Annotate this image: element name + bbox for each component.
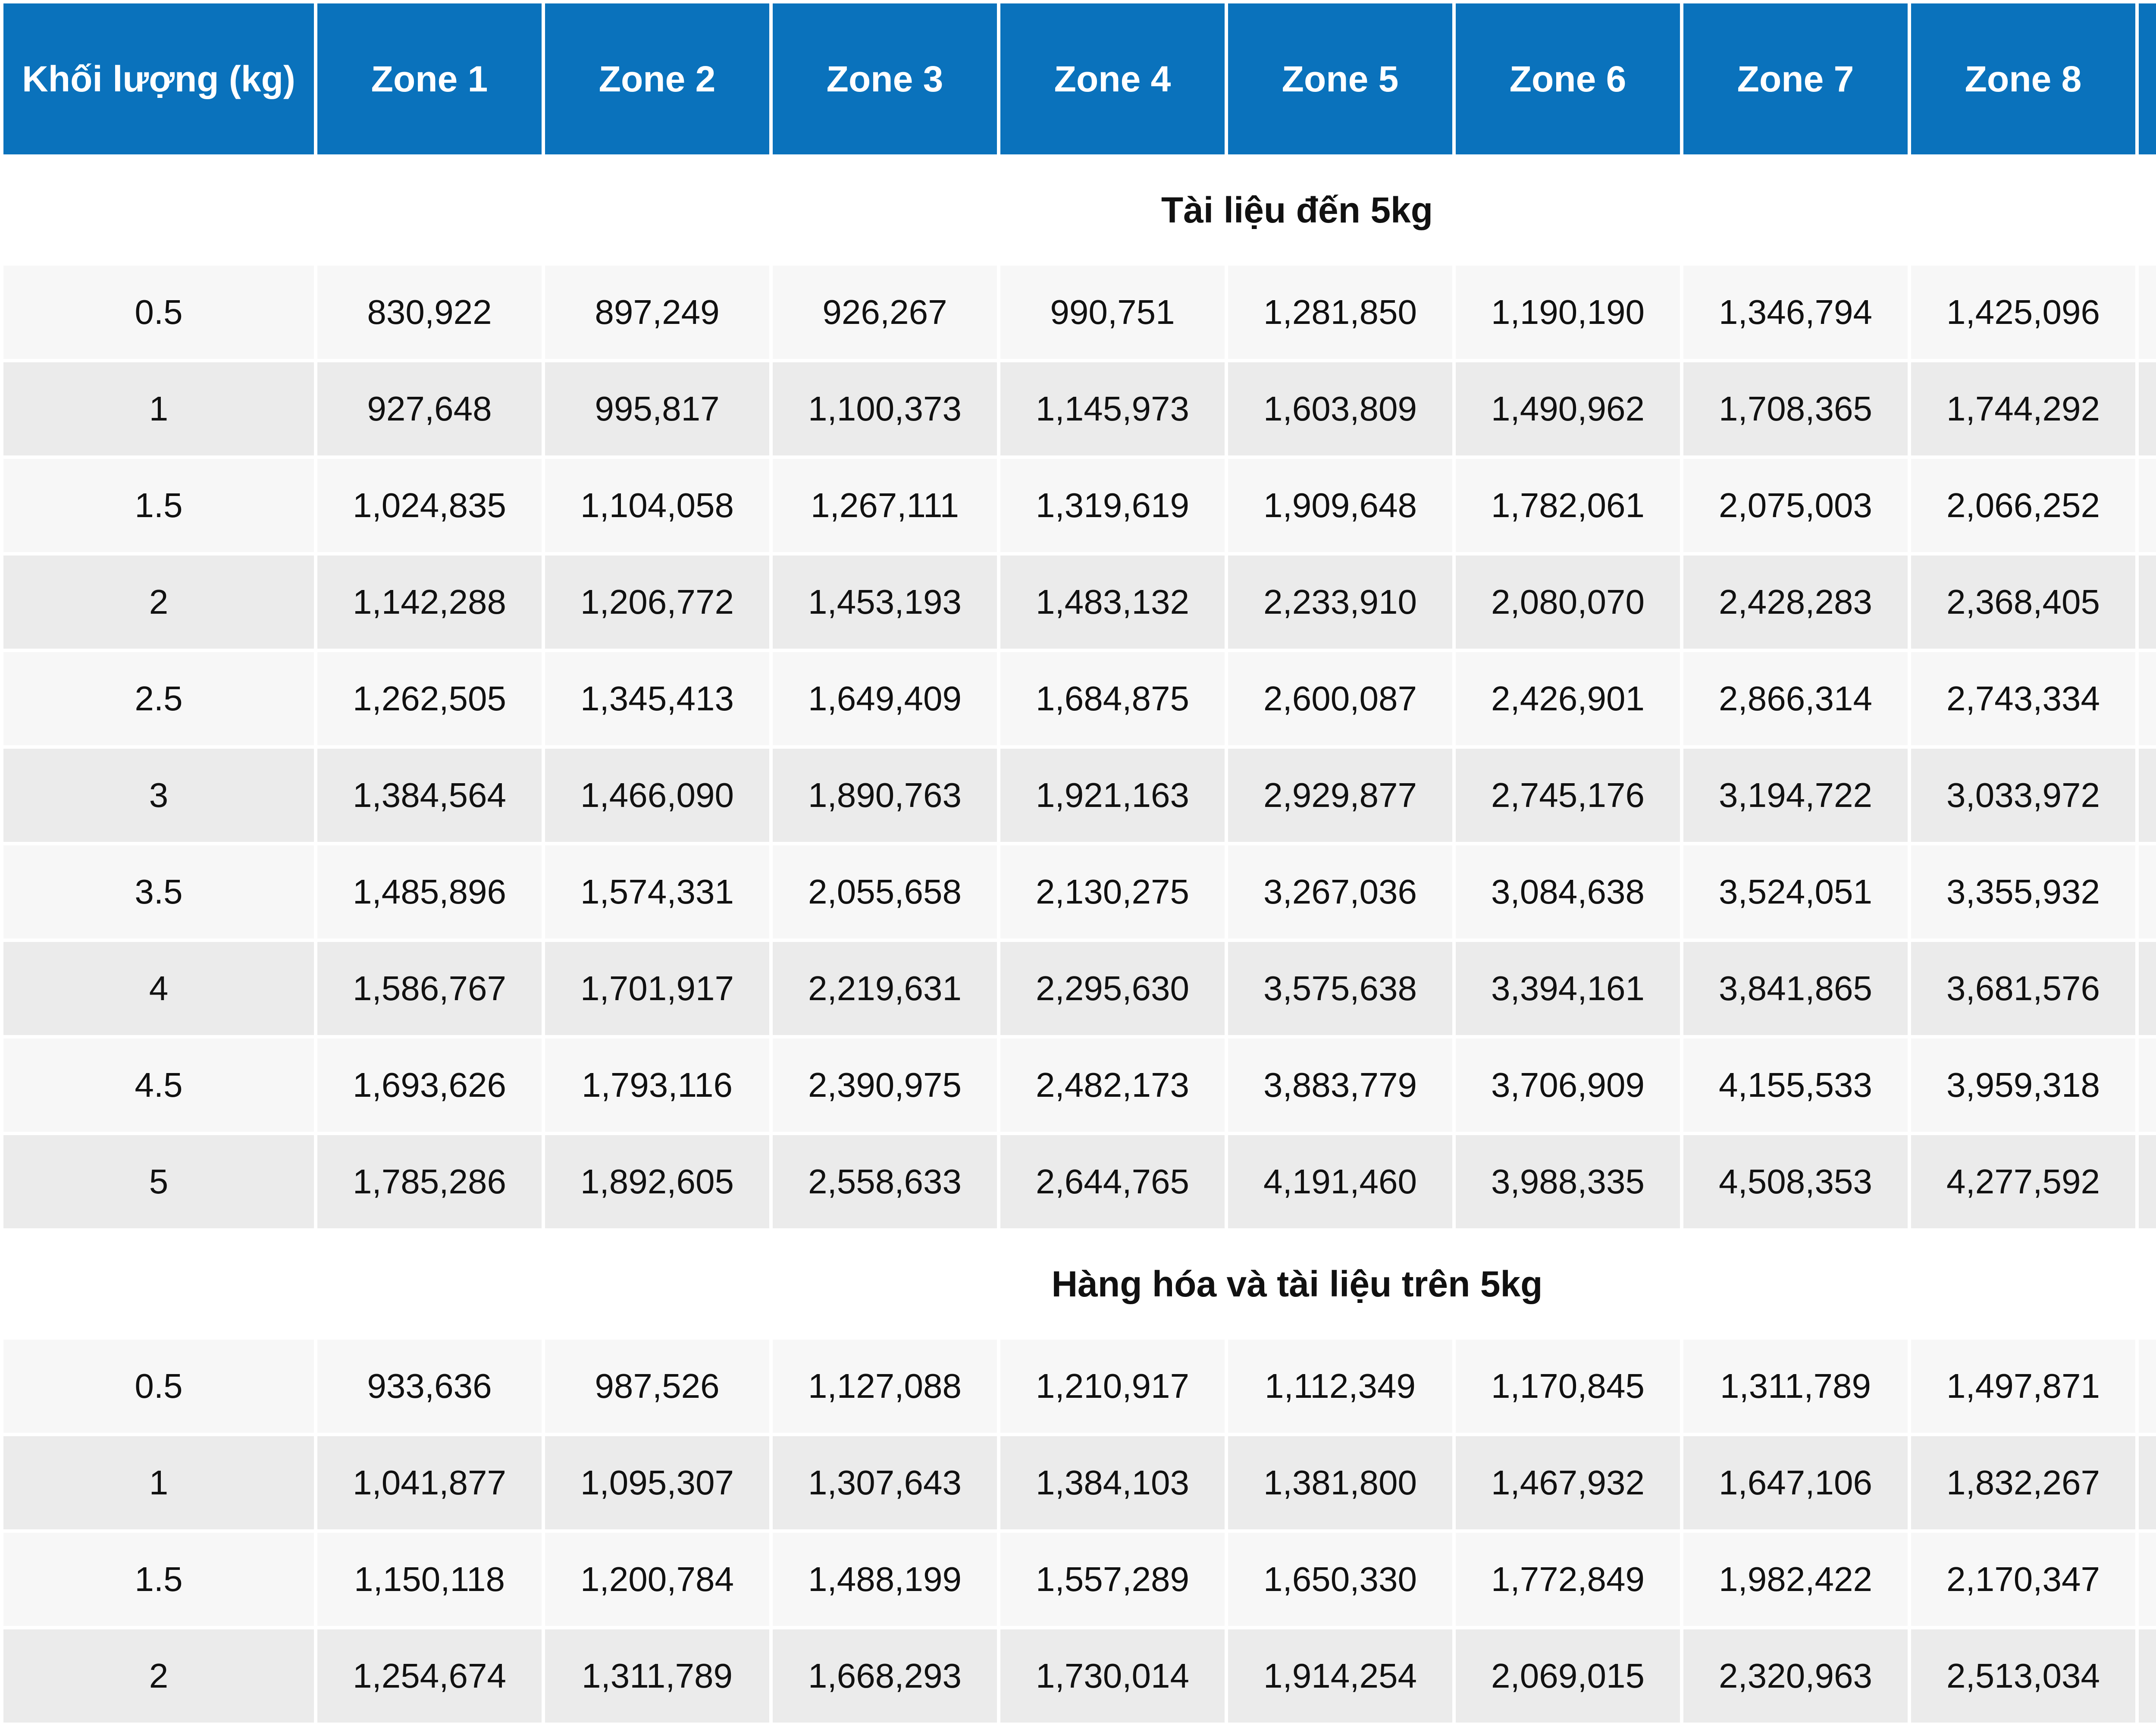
table-row [3,1436,2156,1529]
price-cell-zone-9 [2139,266,2156,359]
table-row [3,652,2156,745]
price-cell-zone-2: 1,095,307 [545,1436,769,1529]
price-cell-zone-8: 2,513,034 [1911,1629,2135,1723]
price-cell-zone-3: 1,488,199 [773,1533,997,1626]
price-cell-zone-3: 926,267 [773,266,997,359]
price-cell-zone-6: 1,170,845 [1456,1340,1680,1433]
section-title-row [3,158,2156,262]
price-cell-zone-1: 1,485,896 [317,845,542,938]
price-cell-zone-5: 1,909,648 [1228,459,1452,552]
table-row [3,1039,2156,1132]
price-cell-zone-4: 1,210,917 [1000,1340,1225,1433]
weight-cell: 2.5 [3,652,314,745]
price-cell-zone-5: 1,281,850 [1228,266,1452,359]
weight-cell: 0.5 [3,1340,314,1433]
price-cell-zone-5: 1,112,349 [1228,1340,1452,1433]
price-cell-zone-8: 3,959,318 [1911,1039,2135,1132]
table-row [3,1135,2156,1228]
price-cell-zone-9 [2139,845,2156,938]
price-cell-zone-3: 1,453,193 [773,555,997,649]
price-cell-zone-8: 3,355,932 [1911,845,2135,938]
price-cell-zone-6: 3,706,909 [1456,1039,1680,1132]
zone-header-9 [2139,3,2156,154]
price-cell-zone-9 [2139,652,2156,745]
weight-cell: 0.5 [3,266,314,359]
weight-cell: 2 [3,1629,314,1723]
price-cell-zone-4: 2,130,275 [1000,845,1225,938]
zone-header-7: Zone 7 [1683,3,1908,154]
price-cell-zone-6: 2,745,176 [1456,749,1680,842]
price-cell-zone-7: 4,508,353 [1683,1135,1908,1228]
price-cell-zone-7: 3,841,865 [1683,942,1908,1035]
price-cell-zone-6: 2,069,015 [1456,1629,1680,1723]
price-cell-zone-8: 1,497,871 [1911,1340,2135,1433]
price-cell-zone-6: 2,426,901 [1456,652,1680,745]
weight-cell: 1 [3,362,314,455]
weight-cell: 3 [3,749,314,842]
price-cell-zone-4: 1,145,973 [1000,362,1225,455]
price-cell-zone-2: 1,701,917 [545,942,769,1035]
header-row [3,3,2156,154]
price-cell-zone-4: 1,557,289 [1000,1533,1225,1626]
price-cell-zone-7: 3,194,722 [1683,749,1908,842]
price-cell-zone-9 [2139,942,2156,1035]
zone-header-4: Zone 4 [1000,3,1225,154]
price-cell-zone-2: 1,206,772 [545,555,769,649]
price-cell-zone-2: 897,249 [545,266,769,359]
table-row [3,1340,2156,1433]
price-cell-zone-5: 3,883,779 [1228,1039,1452,1132]
price-cell-zone-7: 2,428,283 [1683,555,1908,649]
table-row [3,942,2156,1035]
zone-header-3: Zone 3 [773,3,997,154]
price-cell-zone-9 [2139,1533,2156,1626]
section-title: Hàng hóa và tài liệu trên 5kg [3,1232,2156,1336]
price-cell-zone-2: 995,817 [545,362,769,455]
price-cell-zone-8: 3,033,972 [1911,749,2135,842]
price-cell-zone-1: 1,024,835 [317,459,542,552]
table-row [3,266,2156,359]
price-cell-zone-8: 3,681,576 [1911,942,2135,1035]
weight-cell: 1.5 [3,459,314,552]
price-cell-zone-6: 3,394,161 [1456,942,1680,1035]
zone-header-8: Zone 8 [1911,3,2135,154]
price-cell-zone-8: 2,368,405 [1911,555,2135,649]
price-cell-zone-6: 1,782,061 [1456,459,1680,552]
price-cell-zone-2: 987,526 [545,1340,769,1433]
price-cell-zone-3: 2,390,975 [773,1039,997,1132]
weight-cell: 1.5 [3,1533,314,1626]
price-cell-zone-2: 1,311,789 [545,1629,769,1723]
price-cell-zone-1: 1,262,505 [317,652,542,745]
price-cell-zone-6: 2,080,070 [1456,555,1680,649]
weight-cell: 4.5 [3,1039,314,1132]
price-cell-zone-9 [2139,1135,2156,1228]
price-cell-zone-6: 1,772,849 [1456,1533,1680,1626]
price-cell-zone-5: 3,575,638 [1228,942,1452,1035]
price-cell-zone-5: 3,267,036 [1228,845,1452,938]
table-body [3,158,2156,1723]
table-row [3,749,2156,842]
price-cell-zone-1: 830,922 [317,266,542,359]
price-cell-zone-7: 1,982,422 [1683,1533,1908,1626]
section-title: Tài liệu đến 5kg [3,158,2156,262]
price-cell-zone-1: 933,636 [317,1340,542,1433]
price-cell-zone-5: 2,233,910 [1228,555,1452,649]
weight-cell: 4 [3,942,314,1035]
price-cell-zone-8: 2,170,347 [1911,1533,2135,1626]
price-cell-zone-3: 1,649,409 [773,652,997,745]
weight-cell: 2 [3,555,314,649]
zone-header-5: Zone 5 [1228,3,1452,154]
zone-header-2: Zone 2 [545,3,769,154]
price-cell-zone-2: 1,104,058 [545,459,769,552]
price-cell-zone-5: 1,650,330 [1228,1533,1452,1626]
price-cell-zone-3: 1,307,643 [773,1436,997,1529]
price-cell-zone-8: 2,066,252 [1911,459,2135,552]
price-cell-zone-3: 2,055,658 [773,845,997,938]
price-cell-zone-7: 2,320,963 [1683,1629,1908,1723]
price-cell-zone-4: 2,295,630 [1000,942,1225,1035]
section-title-row [3,1232,2156,1336]
price-cell-zone-1: 1,041,877 [317,1436,542,1529]
price-cell-zone-3: 1,890,763 [773,749,997,842]
price-cell-zone-7: 1,708,365 [1683,362,1908,455]
price-cell-zone-1: 1,254,674 [317,1629,542,1723]
price-cell-zone-4: 1,684,875 [1000,652,1225,745]
weight-cell: 1 [3,1436,314,1529]
price-cell-zone-9 [2139,1436,2156,1529]
weight-column-header: Khối lượng (kg) [3,3,314,154]
price-cell-zone-8: 4,277,592 [1911,1135,2135,1228]
table-row [3,845,2156,938]
zone-header-6: Zone 6 [1456,3,1680,154]
table-row [3,1533,2156,1626]
price-cell-zone-1: 1,586,767 [317,942,542,1035]
price-cell-zone-2: 1,200,784 [545,1533,769,1626]
price-cell-zone-4: 1,730,014 [1000,1629,1225,1723]
weight-cell: 5 [3,1135,314,1228]
price-cell-zone-1: 1,785,286 [317,1135,542,1228]
price-cell-zone-9 [2139,1629,2156,1723]
price-cell-zone-3: 1,127,088 [773,1340,997,1433]
price-cell-zone-7: 1,647,106 [1683,1436,1908,1529]
price-cell-zone-9 [2139,555,2156,649]
weight-cell: 3.5 [3,845,314,938]
price-cell-zone-3: 2,219,631 [773,942,997,1035]
price-cell-zone-4: 2,482,173 [1000,1039,1225,1132]
price-cell-zone-1: 1,142,288 [317,555,542,649]
price-cell-zone-5: 4,191,460 [1228,1135,1452,1228]
price-cell-zone-5: 1,381,800 [1228,1436,1452,1529]
price-cell-zone-6: 1,467,932 [1456,1436,1680,1529]
price-cell-zone-5: 2,600,087 [1228,652,1452,745]
price-cell-zone-7: 1,346,794 [1683,266,1908,359]
price-cell-zone-9 [2139,362,2156,455]
price-cell-zone-4: 2,644,765 [1000,1135,1225,1228]
price-cell-zone-2: 1,345,413 [545,652,769,745]
price-cell-zone-4: 990,751 [1000,266,1225,359]
price-cell-zone-7: 1,311,789 [1683,1340,1908,1433]
price-cell-zone-9 [2139,459,2156,552]
price-cell-zone-9 [2139,1340,2156,1433]
price-cell-zone-8: 2,743,334 [1911,652,2135,745]
price-cell-zone-6: 3,084,638 [1456,845,1680,938]
price-cell-zone-2: 1,892,605 [545,1135,769,1228]
price-cell-zone-7: 3,524,051 [1683,845,1908,938]
price-cell-zone-4: 1,319,619 [1000,459,1225,552]
price-cell-zone-2: 1,574,331 [545,845,769,938]
price-cell-zone-1: 1,150,118 [317,1533,542,1626]
price-cell-zone-3: 1,668,293 [773,1629,997,1723]
price-cell-zone-7: 2,866,314 [1683,652,1908,745]
price-cell-zone-2: 1,466,090 [545,749,769,842]
price-cell-zone-6: 1,190,190 [1456,266,1680,359]
price-cell-zone-8: 1,744,292 [1911,362,2135,455]
price-cell-zone-7: 4,155,533 [1683,1039,1908,1132]
table-row [3,459,2156,552]
price-cell-zone-4: 1,483,132 [1000,555,1225,649]
price-cell-zone-7: 2,075,003 [1683,459,1908,552]
price-cell-zone-1: 1,693,626 [317,1039,542,1132]
price-cell-zone-4: 1,921,163 [1000,749,1225,842]
price-cell-zone-6: 1,490,962 [1456,362,1680,455]
price-cell-zone-2: 1,793,116 [545,1039,769,1132]
price-cell-zone-4: 1,384,103 [1000,1436,1225,1529]
price-cell-zone-8: 1,832,267 [1911,1436,2135,1529]
price-cell-zone-9 [2139,749,2156,842]
price-cell-zone-5: 2,929,877 [1228,749,1452,842]
price-cell-zone-6: 3,988,335 [1456,1135,1680,1228]
table-row [3,555,2156,649]
price-cell-zone-9 [2139,1039,2156,1132]
price-cell-zone-3: 2,558,633 [773,1135,997,1228]
price-cell-zone-5: 1,603,809 [1228,362,1452,455]
table-row [3,362,2156,455]
price-cell-zone-8: 1,425,096 [1911,266,2135,359]
price-cell-zone-1: 927,648 [317,362,542,455]
price-cell-zone-5: 1,914,254 [1228,1629,1452,1723]
zone-header-1: Zone 1 [317,3,542,154]
price-cell-zone-3: 1,100,373 [773,362,997,455]
price-cell-zone-3: 1,267,111 [773,459,997,552]
table-row [3,1629,2156,1723]
price-cell-zone-1: 1,384,564 [317,749,542,842]
